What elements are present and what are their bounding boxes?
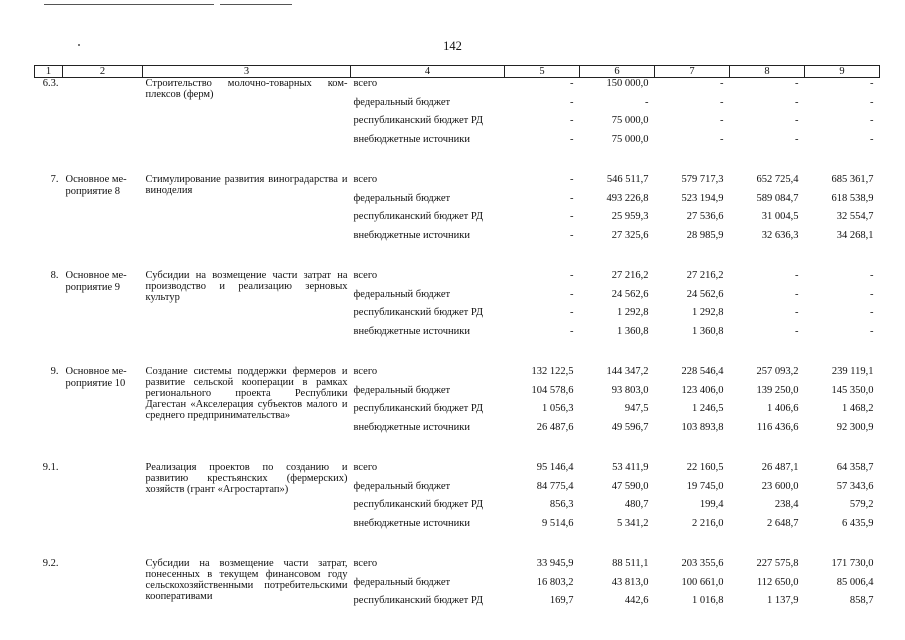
section-index: 6.3. — [42, 78, 59, 89]
funding-source: федеральный бюджет — [353, 576, 451, 588]
amount-cell: - — [795, 115, 799, 126]
amount-cell: - — [570, 115, 574, 126]
amount-cell: - — [870, 288, 874, 300]
section-description: Субсидии на возмещение части затрат на производство и реализацию зерновых культур — [145, 270, 348, 303]
amount-cell: 104 578,6 — [531, 384, 574, 396]
funding-source: внебюджетные источники — [353, 229, 471, 241]
spacer-cell — [351, 440, 505, 462]
section-spacer — [35, 536, 880, 558]
header-col-4: 4 — [351, 66, 505, 78]
spacer-cell — [143, 344, 351, 366]
amount-cell: 1 360,8 — [692, 325, 724, 337]
amount-cell: 1 246,5 — [692, 403, 724, 414]
spacer-cell — [505, 152, 580, 174]
table-row — [35, 462, 880, 481]
spacer-cell — [35, 344, 63, 366]
amount-cell: - — [795, 96, 799, 108]
header-col-5: 5 — [505, 66, 580, 78]
spacer-cell — [143, 536, 351, 558]
funding-source: федеральный бюджет — [353, 96, 451, 108]
spacer-cell — [143, 440, 351, 462]
header-col-7: 7 — [655, 66, 730, 78]
amount-cell: 858,7 — [849, 595, 874, 606]
spacer-cell — [730, 152, 805, 174]
amount-cell: 132 122,5 — [531, 366, 574, 377]
header-row — [35, 66, 880, 78]
spacer-cell — [505, 248, 580, 270]
section-index: 9.2. — [42, 558, 59, 569]
amount-cell: - — [870, 325, 874, 337]
funding-source: республиканский бюджет РД — [353, 499, 484, 510]
funding-source: внебюджетные источники — [353, 421, 471, 433]
spacer-cell — [655, 344, 730, 366]
amount-cell: 579 717,3 — [681, 174, 724, 185]
amount-cell: - — [570, 192, 574, 204]
budget-table — [34, 65, 880, 614]
header-col-1: 1 — [35, 66, 63, 78]
amount-cell: - — [870, 78, 874, 89]
header-col-3: 3 — [143, 66, 351, 78]
amount-cell: 5 341,2 — [617, 517, 649, 529]
amount-cell: - — [645, 96, 649, 108]
section-event-name: Основное ме-роприятие 9 — [65, 270, 127, 293]
spacer-cell — [143, 248, 351, 270]
amount-cell: - — [870, 133, 874, 145]
amount-cell: - — [570, 78, 574, 89]
spacer-cell — [805, 536, 880, 558]
amount-cell: 546 511,7 — [606, 174, 649, 185]
spacer-cell — [143, 152, 351, 174]
amount-cell: 1 468,2 — [842, 403, 874, 414]
amount-cell: - — [870, 115, 874, 126]
amount-cell: 493 226,8 — [606, 192, 649, 204]
amount-cell: - — [570, 133, 574, 145]
amount-cell: 92 300,9 — [836, 421, 874, 433]
amount-cell: 31 004,5 — [761, 211, 799, 222]
amount-cell: 1 056,3 — [542, 403, 574, 414]
spacer-cell — [351, 344, 505, 366]
amount-cell: 523 194,9 — [681, 192, 724, 204]
spacer-cell — [655, 440, 730, 462]
amount-cell: - — [570, 174, 574, 185]
funding-source: федеральный бюджет — [353, 288, 451, 300]
amount-cell: 2 648,7 — [767, 517, 799, 529]
header-col-6: 6 — [580, 66, 655, 78]
amount-cell: 28 985,9 — [686, 229, 724, 241]
amount-cell: 25 959,3 — [611, 211, 649, 222]
amount-cell: 26 487,6 — [536, 421, 574, 433]
scan-artifact-line — [220, 4, 292, 5]
amount-cell: - — [570, 307, 574, 318]
amount-cell: 856,3 — [549, 499, 574, 510]
amount-cell: 24 562,6 — [611, 288, 649, 300]
amount-cell: 49 596,7 — [611, 421, 649, 433]
amount-cell: - — [870, 307, 874, 318]
spacer-cell — [805, 248, 880, 270]
amount-cell: - — [720, 78, 724, 89]
funding-source: всего — [353, 174, 378, 185]
amount-cell: 238,4 — [774, 499, 799, 510]
amount-cell: 652 725,4 — [756, 174, 799, 185]
spacer-cell — [35, 536, 63, 558]
spacer-cell — [655, 536, 730, 558]
amount-cell: - — [570, 229, 574, 241]
spacer-cell — [730, 440, 805, 462]
section-spacer — [35, 248, 880, 270]
amount-cell: 75 000,0 — [611, 115, 649, 126]
spacer-cell — [580, 536, 655, 558]
section-event-name: Основное ме-роприятие 10 — [65, 366, 127, 389]
spacer-cell — [730, 344, 805, 366]
spacer-cell — [730, 536, 805, 558]
amount-cell: 95 146,4 — [536, 462, 574, 473]
amount-cell: 43 813,0 — [611, 576, 649, 588]
amount-cell: 32 554,7 — [836, 211, 874, 222]
table-row — [35, 78, 880, 97]
section-description: Создание системы поддержки фермеров и развитие сельской кооперации в рамках регионального проекта Республики Дагестан «Акселерация субъектов малого и среднего предпринимательства» — [145, 366, 348, 421]
funding-source: республиканский бюджет РД — [353, 115, 484, 126]
spacer-cell — [655, 248, 730, 270]
funding-source: республиканский бюджет РД — [353, 211, 484, 222]
spacer-cell — [351, 536, 505, 558]
amount-cell: 947,5 — [624, 403, 649, 414]
amount-cell: - — [720, 115, 724, 126]
funding-source: всего — [353, 270, 378, 281]
funding-source: всего — [353, 558, 378, 569]
section-event-name — [63, 78, 143, 153]
amount-cell: 9 514,6 — [542, 517, 574, 529]
section-description: Строительство молочно-товарных ком-плексов (ферм) — [145, 78, 348, 100]
spacer-cell — [63, 440, 143, 462]
amount-cell: 85 006,4 — [836, 576, 874, 588]
amount-cell: 618 538,9 — [831, 192, 874, 204]
amount-cell: - — [795, 325, 799, 337]
spacer-cell — [805, 440, 880, 462]
amount-cell: 84 775,4 — [536, 480, 574, 492]
table-header — [35, 66, 880, 78]
amount-cell: 169,7 — [549, 595, 574, 606]
amount-cell: - — [570, 211, 574, 222]
amount-cell: 53 411,9 — [612, 462, 649, 473]
funding-source: всего — [353, 462, 378, 473]
table-row — [35, 366, 880, 385]
amount-cell: - — [570, 288, 574, 300]
spacer-cell — [580, 344, 655, 366]
amount-cell: 57 343,6 — [836, 480, 874, 492]
scan-artifact-line — [44, 4, 214, 5]
funding-source: внебюджетные источники — [353, 517, 471, 529]
amount-cell: 75 000,0 — [611, 133, 649, 145]
spacer-cell — [351, 248, 505, 270]
amount-cell: 26 487,1 — [761, 462, 799, 473]
funding-source: федеральный бюджет — [353, 192, 451, 204]
amount-cell: 123 406,0 — [681, 384, 724, 396]
amount-cell: 1 292,8 — [617, 307, 649, 318]
amount-cell: 100 661,0 — [681, 576, 724, 588]
section-event-name — [63, 462, 143, 536]
amount-cell: - — [795, 78, 799, 89]
amount-cell: - — [870, 96, 874, 108]
funding-source: республиканский бюджет РД — [353, 307, 484, 318]
section-description: Реализация проектов по созданию и развитию крестьянских (фермерских) хозяйств (грант «Агростартап») — [145, 462, 348, 495]
funding-source: внебюджетные источники — [353, 325, 471, 337]
spacer-cell — [63, 152, 143, 174]
table-row — [35, 174, 880, 193]
amount-cell: 23 600,0 — [761, 480, 799, 492]
section-spacer — [35, 440, 880, 462]
amount-cell: 24 562,6 — [686, 288, 724, 300]
amount-cell: 116 436,6 — [756, 421, 799, 433]
amount-cell: - — [570, 270, 574, 281]
funding-source: федеральный бюджет — [353, 384, 451, 396]
amount-cell: 1 406,6 — [767, 403, 799, 414]
header-col-8: 8 — [730, 66, 805, 78]
table-row — [35, 270, 880, 289]
amount-cell: 88 511,1 — [612, 558, 649, 569]
amount-cell: 34 268,1 — [836, 229, 874, 241]
table-row — [35, 558, 880, 577]
funding-source: внебюджетные источники — [353, 133, 471, 145]
spacer-cell — [730, 248, 805, 270]
spacer-cell — [35, 248, 63, 270]
amount-cell: 1 137,9 — [767, 595, 799, 606]
section-index: 9.1. — [42, 462, 59, 473]
amount-cell: 480,7 — [624, 499, 649, 510]
spacer-cell — [580, 248, 655, 270]
funding-source: республиканский бюджет РД — [353, 595, 484, 606]
amount-cell: 27 536,6 — [686, 211, 724, 222]
amount-cell: 64 358,7 — [836, 462, 874, 473]
spacer-cell — [805, 152, 880, 174]
amount-cell: 145 350,0 — [831, 384, 874, 396]
amount-cell: 22 160,5 — [686, 462, 724, 473]
amount-cell: 1 016,8 — [692, 595, 724, 606]
amount-cell: 442,6 — [624, 595, 649, 606]
amount-cell: 6 435,9 — [842, 517, 874, 529]
amount-cell: 27 216,2 — [686, 270, 724, 281]
amount-cell: 27 216,2 — [611, 270, 649, 281]
section-description: Субсидии на возмещение части затрат, понесенных в текущем финансовом году сельскохозяйственными потребительскими кооперативами — [145, 558, 348, 602]
amount-cell: 27 325,6 — [611, 229, 649, 241]
page-number: 142 — [443, 39, 462, 53]
amount-cell: 47 590,0 — [611, 480, 649, 492]
section-description: Стимулирование развития виноградарства и виноделия — [145, 174, 348, 196]
amount-cell: 19 745,0 — [686, 480, 724, 492]
spacer-cell — [580, 152, 655, 174]
section-event-name — [63, 558, 143, 614]
amount-cell: 103 893,8 — [681, 421, 724, 433]
amount-cell: 257 093,2 — [756, 366, 799, 377]
amount-cell: - — [795, 307, 799, 318]
amount-cell: - — [570, 325, 574, 337]
spacer-cell — [580, 440, 655, 462]
spacer-cell — [63, 344, 143, 366]
spacer-cell — [35, 440, 63, 462]
amount-cell: 579,2 — [849, 499, 874, 510]
amount-cell: 171 730,0 — [831, 558, 874, 569]
amount-cell: 1 292,8 — [692, 307, 724, 318]
amount-cell: 144 347,2 — [606, 366, 649, 377]
section-spacer — [35, 344, 880, 366]
amount-cell: 203 355,6 — [681, 558, 724, 569]
amount-cell: - — [720, 96, 724, 108]
funding-source: всего — [353, 366, 378, 377]
section-index: 8. — [50, 270, 59, 281]
amount-cell: - — [795, 288, 799, 300]
funding-source: федеральный бюджет — [353, 480, 451, 492]
amount-cell: 150 000,0 — [606, 78, 649, 89]
amount-cell: 589 084,7 — [756, 192, 799, 204]
header-col-2: 2 — [63, 66, 143, 78]
amount-cell: - — [570, 96, 574, 108]
amount-cell: 228 546,4 — [681, 366, 724, 377]
section-event-name: Основное ме-роприятие 8 — [65, 174, 127, 197]
amount-cell: - — [795, 270, 799, 281]
table-body — [35, 78, 880, 614]
funding-source: всего — [353, 78, 378, 89]
amount-cell: 199,4 — [699, 499, 724, 510]
amount-cell: 112 650,0 — [756, 576, 799, 588]
spacer-cell — [505, 344, 580, 366]
amount-cell: 93 803,0 — [611, 384, 649, 396]
amount-cell: 139 250,0 — [756, 384, 799, 396]
header-col-9: 9 — [805, 66, 880, 78]
spacer-cell — [351, 152, 505, 174]
spacer-cell — [505, 536, 580, 558]
spacer-cell — [505, 440, 580, 462]
spacer-cell — [35, 152, 63, 174]
amount-cell: 227 575,8 — [756, 558, 799, 569]
amount-cell: 1 360,8 — [617, 325, 649, 337]
amount-cell: 239 119,1 — [831, 366, 874, 377]
spacer-cell — [63, 248, 143, 270]
section-spacer — [35, 152, 880, 174]
section-index: 9. — [50, 366, 59, 377]
section-index: 7. — [50, 174, 59, 185]
amount-cell: 2 216,0 — [692, 517, 724, 529]
amount-cell: 33 945,9 — [536, 558, 574, 569]
funding-source: республиканский бюджет РД — [353, 403, 484, 414]
amount-cell: - — [795, 133, 799, 145]
amount-cell: - — [870, 270, 874, 281]
spacer-cell — [63, 536, 143, 558]
amount-cell: 32 636,3 — [761, 229, 799, 241]
spacer-cell — [805, 344, 880, 366]
spacer-cell — [655, 152, 730, 174]
amount-cell: 16 803,2 — [536, 576, 574, 588]
amount-cell: - — [720, 133, 724, 145]
amount-cell: 685 361,7 — [831, 174, 874, 185]
